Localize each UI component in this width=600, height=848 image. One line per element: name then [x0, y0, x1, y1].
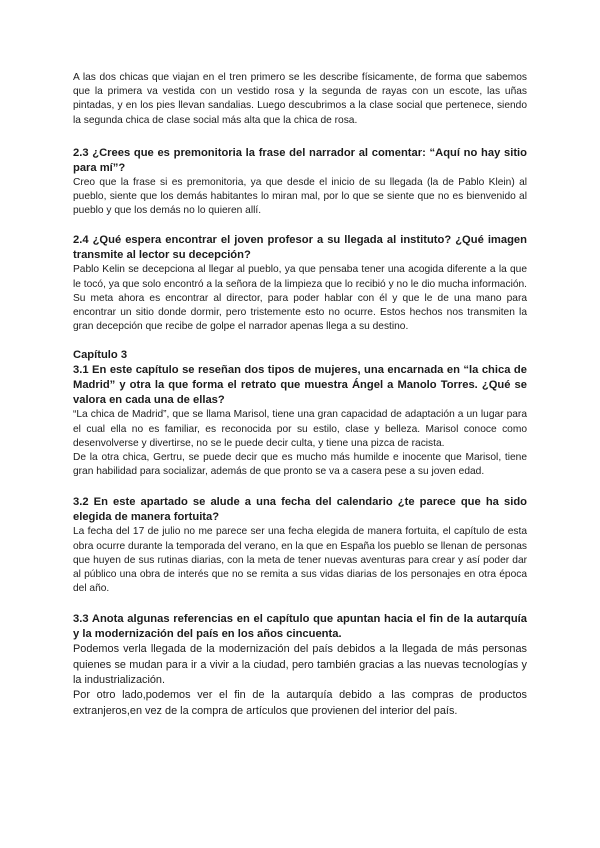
section-2-4-body: Pablo Kelin se decepciona al llegar al pueblo, ya que pensaba tener una acogida diferente a la que le tocó, ya que solo encontró a la señora de la limpieza que lo recibió y no le dio mucha información. Su meta ahora es encontrar al director, para poder hablar con él y que le de una mano para encontrar un sitio donde dormir, pero tristemente esto no ocurre. Estos hechos nos transmiten la gran decepción que recibe de golpe el narrador apenas llega a su destino.: [73, 264, 527, 333]
intro-paragraph: A las dos chicas que viajan en el tren primero se les describe físicamente, de forma que sabemos que la primera va vestida con un vestido rosa y la segunda de rayas con un escote, las uñas pintadas, y en los pies llevan sandalias. Luego descubrimos a la clase social que pertenece, siendo la segunda chica de clase social más alta que la chica de rosa.: [73, 72, 527, 126]
section-2-3-body: Creo que la frase si es premonitoria, ya que desde el inicio de su llegada (la de Pablo Klein) al pueblo, siente que los demás habitantes lo miran mal, por lo que se siente que no es bienvenido al pueblo y que los demás no lo quieren allí.: [73, 176, 527, 217]
section-2-3-heading: 2.3 ¿Crees que es premonitoria la frase del narrador al comentar: “Aquí no hay sitio para mí”?: [73, 146, 527, 174]
section-3-3-body-2: Por otro lado,podemos ver el fin de la autarquía debido a las compras de productos extranjeros,en vez de la compra de artículos que provienen del interior del país.: [73, 689, 527, 717]
chapter-3-heading: Capítulo 3: [73, 349, 128, 362]
section-3-3-heading: 3.3 Anota algunas referencias en el capítulo que apuntan hacia el fin de la autarquía y la modernización del país en los años cincuenta.: [73, 613, 527, 641]
section-3-1-body-1: “La chica de Madrid”, que se llama Marisol, tiene una gran capacidad de adaptación a un lugar para el cual ella no es familiar, es reconocida por su estilo, clase y belleza. Marisol conoce como desenvolverse y divertirse, no se le puede decir culta, y tiene una pizca de racista.: [73, 409, 527, 449]
section-3-2-body: La fecha del 17 de julio no me parece ser una fecha elegida de manera fortuita, el capítulo de esta obra ocurre durante la temporada del verano, en la que en España los pueblo se llenan de personas que huyen de sus rutinas diarias, con la meta de tener nuevas aventuras para crear y así poder dar al público una obra de interés que no se remita a sus vidas diarias de los personajes en otra época del año.: [73, 526, 527, 595]
section-2-4-heading: 2.4 ¿Qué espera encontrar el joven profesor a su llegada al instituto? ¿Qué imagen transmite al lector su decepción?: [73, 234, 527, 262]
section-3-2-heading: 3.2 En este apartado se alude a una fecha del calendario ¿te parece que ha sido elegida de manera fortuita?: [73, 496, 527, 524]
section-3-1-heading: 3.1 En este capítulo se reseñan dos tipos de mujeres, una encarnada en “la chica de Madrid” y otra la que forma el retrato que muestra Ángel a Manolo Torres. ¿Qué se valora en cada una de ellas?: [73, 364, 527, 407]
section-3-3-body-1: Podemos verla llegada de la modernización del país debidos a la llegada de más personas quienes se mudan para ir a vivir a la ciudad, pero también gracias a las nuevas tecnologías y la industrialización.: [73, 643, 527, 687]
document-content: [73, 71, 527, 719]
section-3-1-body-2: De la otra chica, Gertru, se puede decir que es mucho más humilde e inocente que Marisol, tiene gran habilidad para socializar, además de que pronto se va a casera pese a su joven edad.: [73, 452, 527, 478]
